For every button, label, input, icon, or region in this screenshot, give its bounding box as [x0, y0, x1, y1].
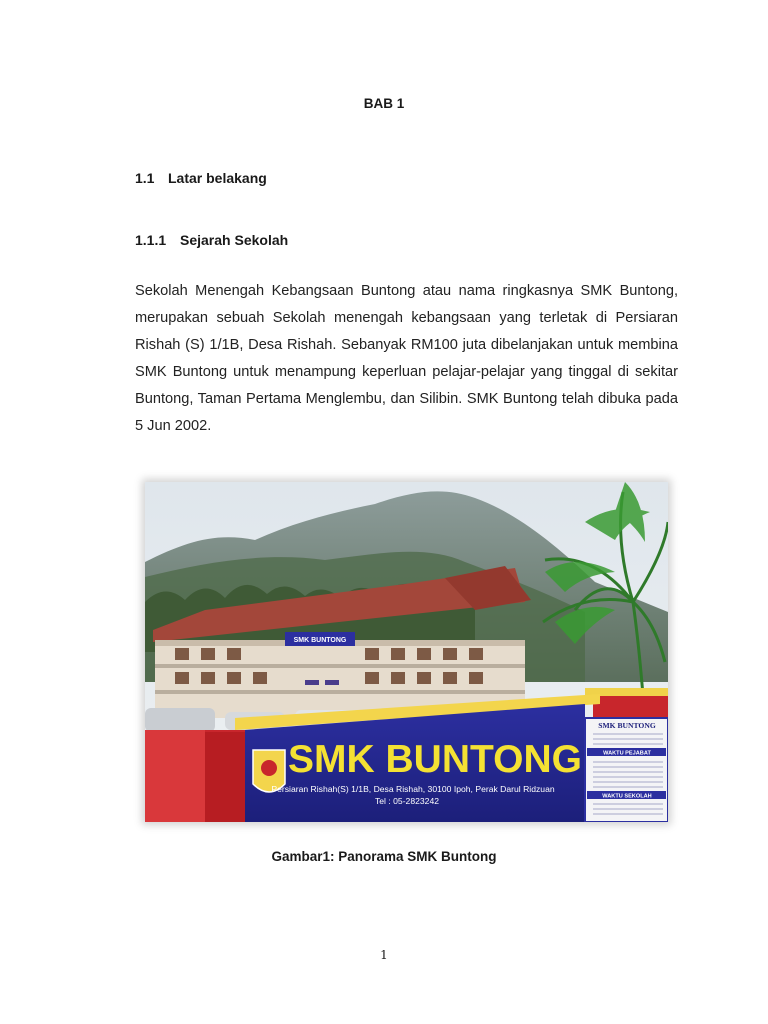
- sign-tel: Tel : 05-2823242: [374, 796, 440, 806]
- subsection-heading: [135, 232, 288, 248]
- sign-address: Persiaran Rishah(S) 1/1B, Desa Rishah, 30100 Ipoh, Perak Darul Ridzuan: [271, 784, 555, 794]
- body-paragraph: Sekolah Menengah Kebangsaan Buntong atau nama ringkasnya SMK Buntong, merupakan sebuah Sekolah menengah kebangsaan yang terletak di Persiaran Rishah (S) 1/1B, Desa Rishah. Sebanyak RM100 juta dibelanjakan untuk membina SMK Buntong untuk menampung keperluan pelajar-pelajar yang tinggal di sekitar Buntong, Taman Pertama Menglembu, dan Silibin. SMK Buntong telah dibuka pada 5 Jun 2002.: [135, 282, 678, 434]
- figure-caption: Gambar1: Panorama SMK Buntong: [271, 849, 497, 864]
- page-number: 1: [380, 948, 388, 962]
- subsection-title: Sejarah Sekolah: [180, 232, 289, 248]
- school-photo: [145, 482, 668, 822]
- subsection-number: 1.1.1: [135, 232, 167, 248]
- section-heading: [135, 170, 267, 186]
- sign-title: SMK BUNTONG: [288, 738, 582, 781]
- section-title: Latar belakang: [168, 170, 267, 186]
- notice-board: [585, 718, 668, 822]
- board-school-hours: WAKTU SEKOLAH: [602, 793, 652, 800]
- section-number: 1.1: [135, 170, 155, 186]
- chapter-heading: BAB 1: [363, 96, 405, 111]
- building-sign-text: SMK BUNTONG: [293, 637, 347, 644]
- board-title: SMK BUNTONG: [598, 721, 656, 730]
- board-office-hours: WAKTU PEJABAT: [603, 750, 651, 757]
